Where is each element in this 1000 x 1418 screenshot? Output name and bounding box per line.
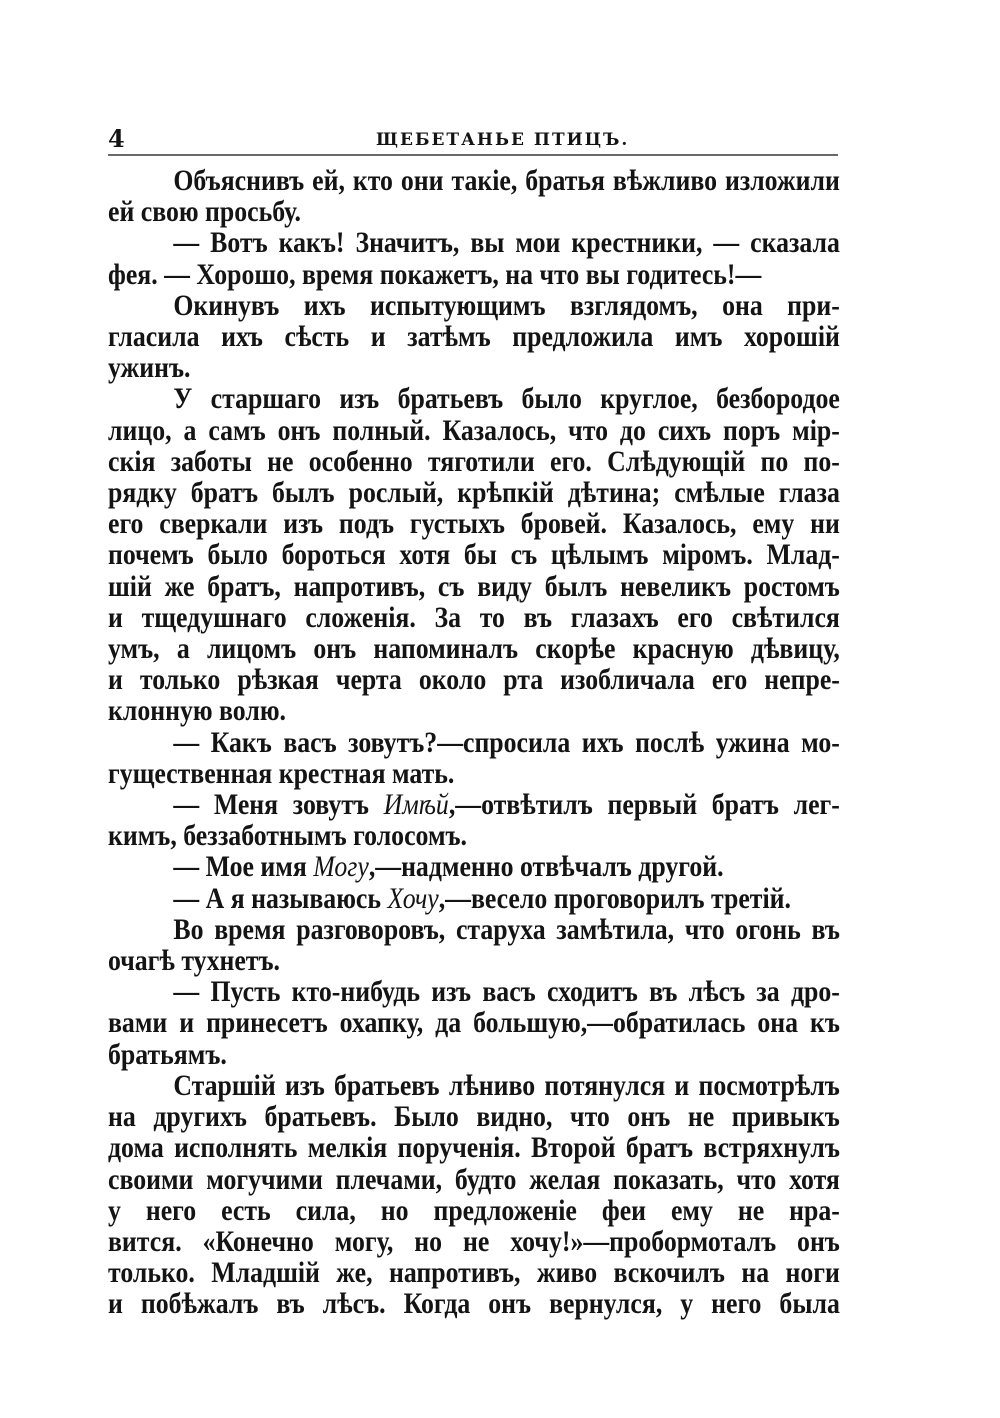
text-line: шій же братъ, напротивъ, съ виду былъ невеликъ ростомъ <box>108 569 840 603</box>
body-text <box>108 165 840 1320</box>
text-line: и побѣжалъ въ лѣсъ. Когда онъ вернулся, у него была <box>108 1287 840 1321</box>
text-line: Окинувъ ихъ испытующимъ взглядомъ, она при- <box>173 288 840 322</box>
text-line: лицо, а самъ онъ полный. Казалось, что до сихъ поръ мір- <box>108 413 840 447</box>
text-line: Объяснивъ ей, кто они такіе, братья вѣжливо изложили <box>173 164 840 197</box>
running-title: ЩЕБЕТАНЬЕ ПТИЦЪ. <box>376 130 630 150</box>
header-rule <box>108 154 838 156</box>
text-line: только. Младшій же, напротивъ, живо вскочилъ на ноги <box>108 1256 840 1290</box>
text-line: Во время разговоровъ, старуха замѣтила, что огонь въ <box>173 912 840 946</box>
text-line: — Меня зовутъ Имѣй,—отвѣтилъ первый братъ лег- <box>173 788 840 822</box>
text-line: своими могучими плечами, будто желая показать, что хотя <box>108 1162 840 1196</box>
text-line: фея. — Хорошо, время покажетъ, на что вы годитесь!— <box>108 257 762 291</box>
text-line: ужинъ. <box>108 351 191 385</box>
text-line: клонную волю. <box>108 694 286 728</box>
text-line: и только рѣзкая черта около рта изобличала его непре- <box>108 663 840 697</box>
text-line: гущественная крестная мать. <box>108 756 455 790</box>
text-line: — А я называюсь Хочу,—весело проговорилъ третій. <box>173 881 791 915</box>
text-line: — Мое имя Могу,—надменно отвѣчалъ другой. <box>173 850 724 884</box>
text-line: — Пусть кто-нибудь изъ васъ сходитъ въ лѣсъ за дро- <box>173 975 840 1009</box>
text-line: скія заботы не особенно тяготили его. Слѣдующій по по- <box>108 444 840 478</box>
text-line: вами и принесетъ охапку, да большую,—обратилась она къ <box>108 1006 840 1040</box>
text-line: его сверкали изъ подъ густыхъ бровей. Казалось, ему ни <box>108 507 840 541</box>
text-line: на другихъ братьевъ. Было видно, что онъ не привыкъ <box>108 1100 840 1134</box>
text-line: дома исполнять мелкія порученія. Второй братъ встряхнулъ <box>108 1131 840 1165</box>
text-line: — Вотъ какъ! Значитъ, вы мои крестники, — сказала <box>173 226 840 260</box>
text-line: Старшій изъ братьевъ лѣниво потянулся и посмотрѣлъ <box>173 1068 840 1102</box>
text-line: у него есть сила, но предложеніе феи ему не нра- <box>108 1193 840 1227</box>
text-line: братьямъ. <box>108 1037 227 1071</box>
text-line: вится. «Конечно могу, но не хочу!»—пробормоталъ онъ <box>108 1224 840 1258</box>
text-line: гласила ихъ сѣсть и затѣмъ предложила имъ хорошій <box>108 320 840 354</box>
text-line: и тщедушнаго сложенія. За то въ глазахъ его свѣтился <box>108 600 840 634</box>
text-line: почемъ было бороться хотя бы съ цѣлымъ міромъ. Млад- <box>108 538 840 572</box>
page-number: 4 <box>108 124 125 153</box>
text-line: умъ, а лицомъ онъ напоминалъ скорѣе красную дѣвицу, <box>108 632 840 666</box>
text-line: ей свою просьбу. <box>108 195 301 229</box>
text-line: очагѣ тухнетъ. <box>108 944 280 978</box>
text-line: кимъ, беззаботнымъ голосомъ. <box>108 819 468 853</box>
text-line: У старшаго изъ братьевъ было круглое, безбородое <box>173 382 840 416</box>
page-header <box>108 118 838 158</box>
text-line: рядку братъ былъ рослый, крѣпкій дѣтина; смѣлые глаза <box>108 476 840 510</box>
text-line: — Какъ васъ зовутъ?—спросила ихъ послѣ ужина мо- <box>173 725 840 759</box>
